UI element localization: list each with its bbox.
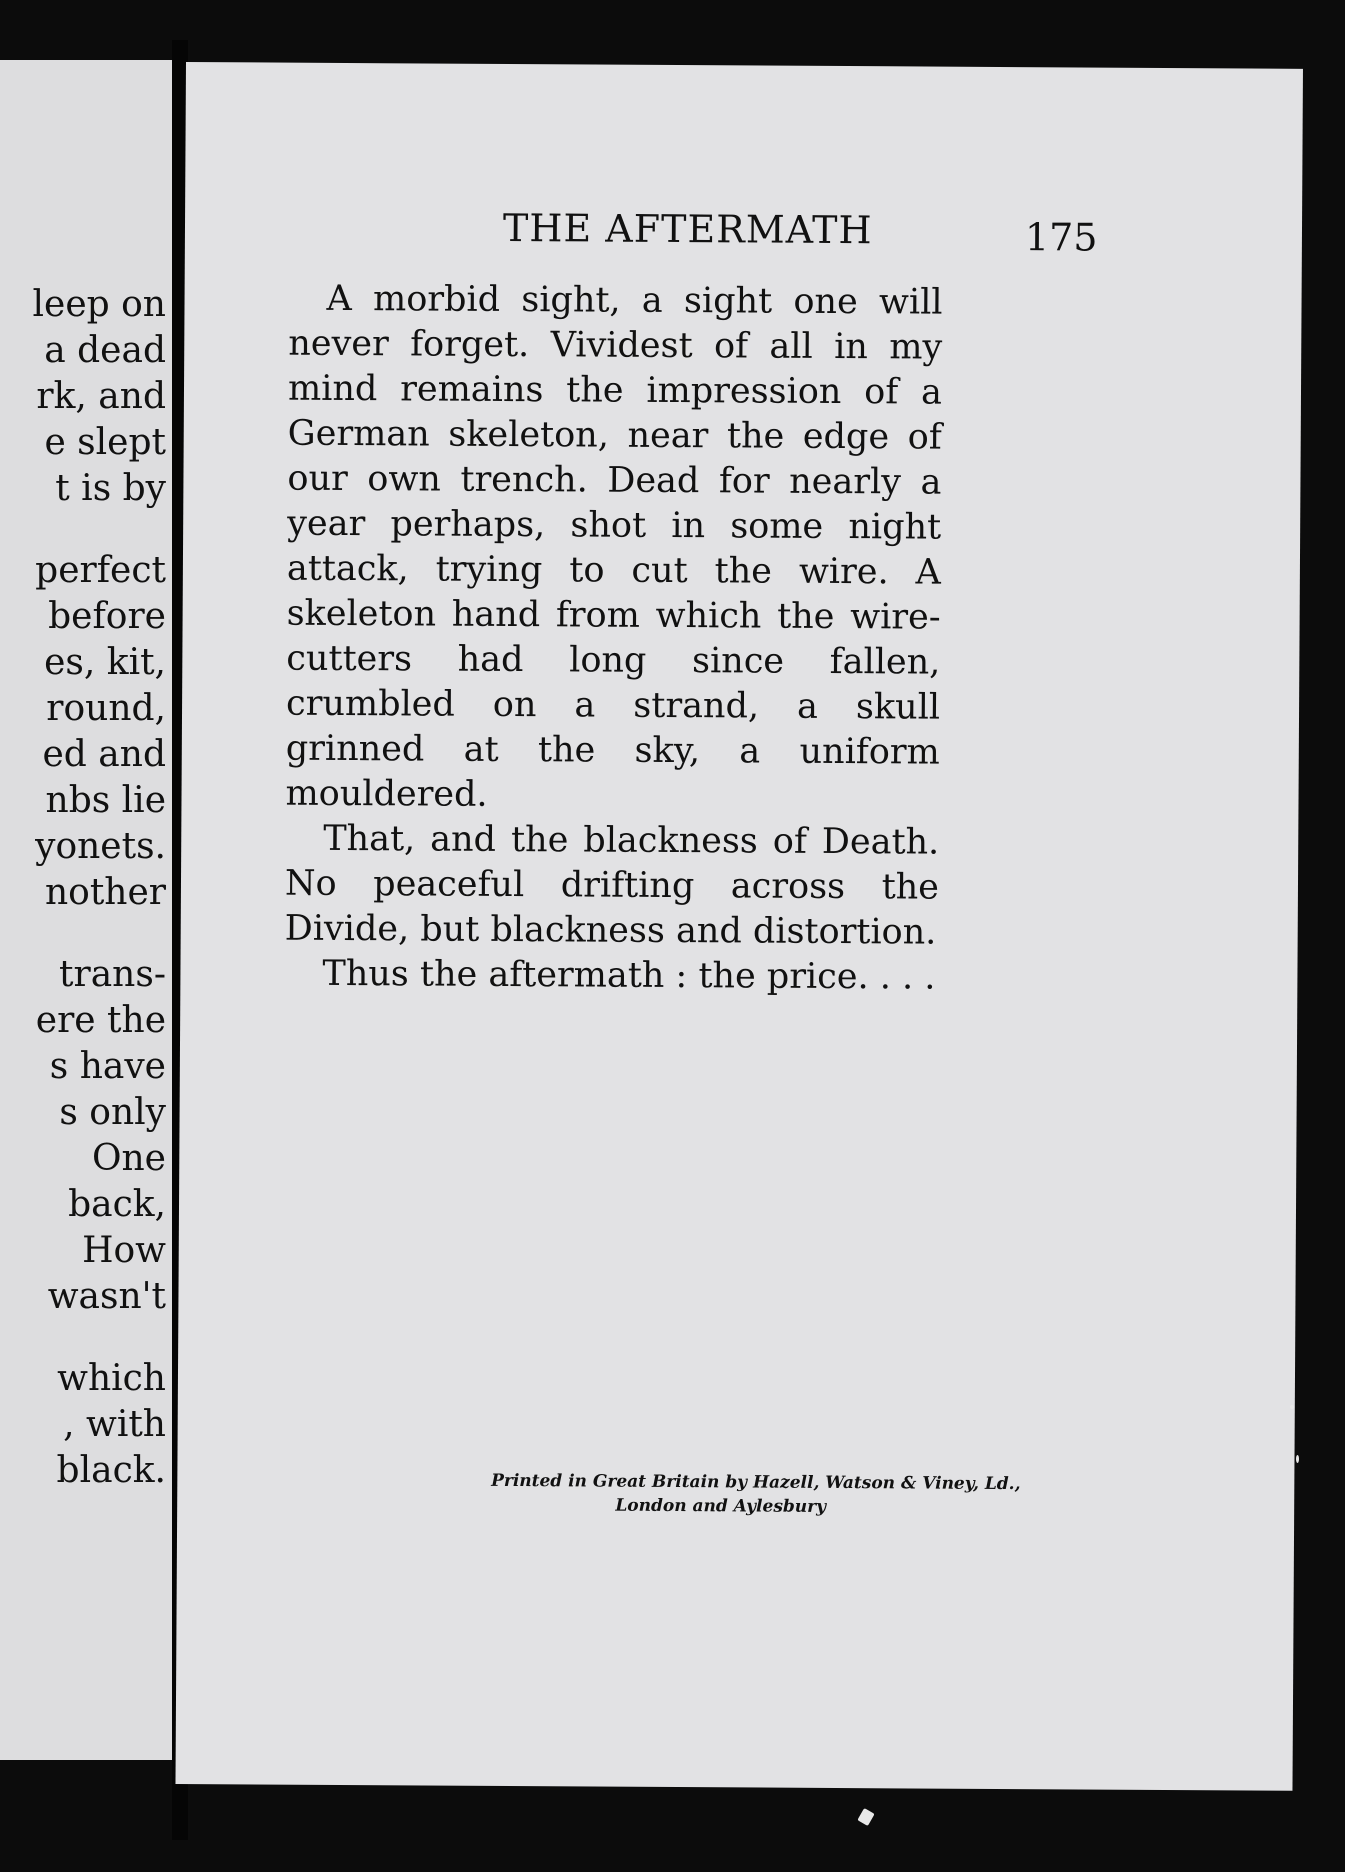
left-line: back, [68,1184,166,1225]
imprint-line: London and Aylesbury [615,1495,827,1517]
imprint-line: Printed in Great Britain by Hazell, Watson & Viney, Ld., [491,1470,1021,1495]
left-line: a dead [44,330,166,371]
paragraph: Thus the aftermath : the price. . . . [322,953,936,998]
left-line: s only [59,1092,166,1133]
printer-imprint [177,1467,1294,1522]
left-page-text [33,282,166,1494]
left-line: perfect [35,550,166,591]
running-title: THE AFTERMATH [502,205,873,253]
left-line: , with [63,1404,166,1445]
right-page [175,62,1302,1791]
scan-speck [1290,1405,1294,1409]
scan-speck [1296,1455,1299,1463]
left-line: which [57,1358,166,1399]
page-number: 175 [1024,215,1098,260]
left-line: nbs lie [45,780,166,821]
running-head [185,204,1302,261]
left-line: t is by [55,468,166,509]
left-line: trans- [59,954,166,995]
left-line: black. [56,1450,166,1491]
paragraph-gap [33,512,166,548]
left-line: One [91,1138,166,1179]
left-line: ere the [35,1000,166,1041]
paragraph: That, and the blackness of Death. No peaceful drifting across the Divide, but blackness and distortion. [284,818,940,953]
left-line: round, [46,688,166,729]
left-line: nother [44,872,166,913]
left-line: before [48,596,166,637]
left-line: es, kit, [44,642,166,683]
left-line: wasn't [47,1276,166,1317]
left-line: s have [49,1046,166,1087]
scan-speck [857,1808,874,1826]
left-line: leep on [32,284,166,325]
paragraph: A morbid sight, a sight one will never forget. Vividest of all in my mind remains the impression of a German skeleton, near the edge of our own trench. Dead for nearly a year perhaps, shot in some night attack, trying to cut the wire. A skeleton hand from which the wire-cutters had long since fallen, crumbled on a strand, a skull grinned at the sky, a uniform mouldered. [285,278,943,815]
left-line: ed and [42,734,166,775]
left-line: How [82,1230,166,1271]
body-text [284,277,942,1001]
left-line: yonets. [35,826,166,867]
left-line: rk, and [36,376,166,417]
left-line: e slept [44,422,166,463]
paragraph-gap [33,1320,166,1356]
paragraph-gap [33,916,166,952]
